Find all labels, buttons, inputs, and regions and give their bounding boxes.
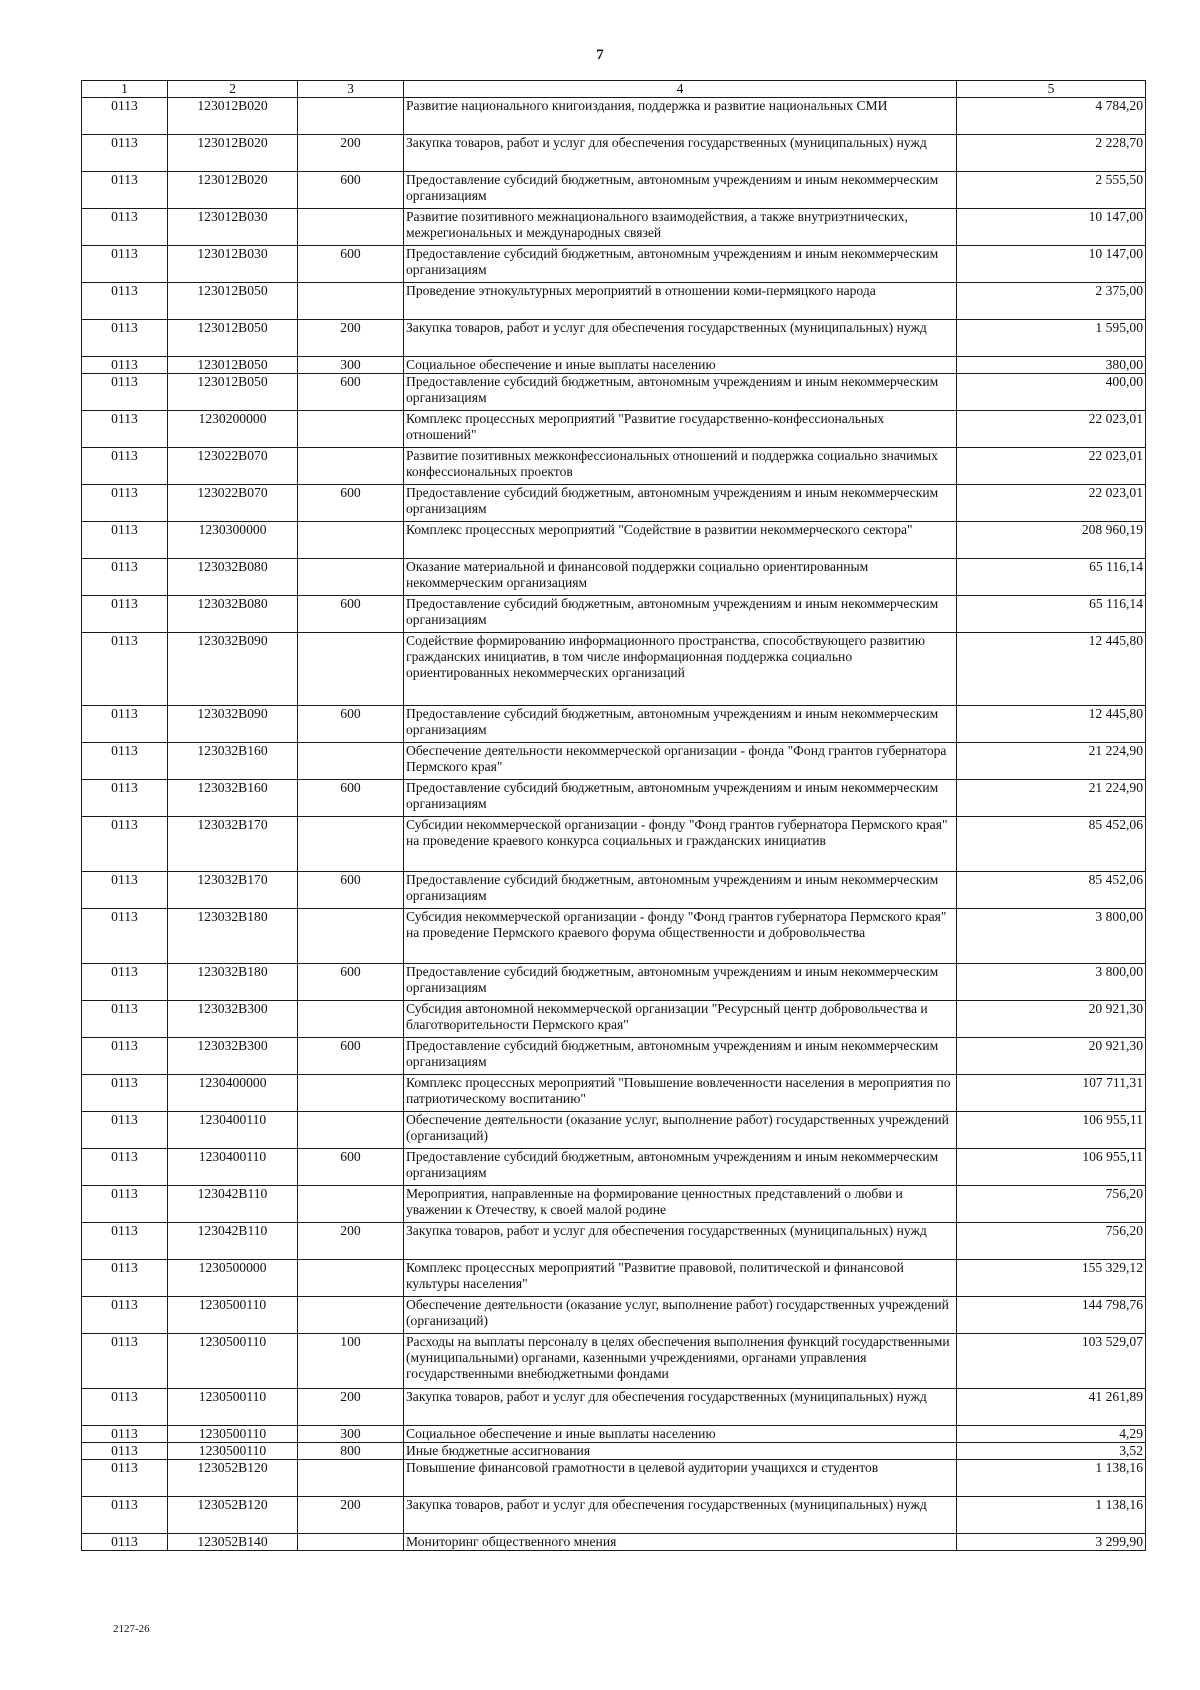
amount-cell: 22 023,01 bbox=[957, 448, 1146, 485]
target-article-cell: 1230500110 bbox=[168, 1443, 298, 1460]
description-cell: Субсидии некоммерческой организации - фонду "Фонд грантов губернатора Пермского края" на проведение краевого конкурса социальных и гражданских инициатив bbox=[404, 817, 957, 872]
amount-cell: 65 116,14 bbox=[957, 559, 1146, 596]
table-row bbox=[82, 209, 1146, 246]
amount-cell: 3 800,00 bbox=[957, 909, 1146, 964]
amount-cell: 103 529,07 bbox=[957, 1334, 1146, 1389]
amount-cell: 22 023,01 bbox=[957, 411, 1146, 448]
description-cell: Оказание материальной и финансовой поддержки социально ориентированным некоммерческим организациям bbox=[404, 559, 957, 596]
expense-type-cell: 200 bbox=[298, 320, 404, 357]
description-cell: Расходы на выплаты персоналу в целях обеспечения выполнения функций государственными (муниципальными) органами, казенными учреждениями, органами управления государственными внебюджетными фондами bbox=[404, 1334, 957, 1389]
table-row bbox=[82, 522, 1146, 559]
target-article-cell: 1230400000 bbox=[168, 1075, 298, 1112]
target-article-cell: 123012В050 bbox=[168, 374, 298, 411]
description-cell: Закупка товаров, работ и услуг для обеспечения государственных (муниципальных) нужд bbox=[404, 135, 957, 172]
amount-cell: 756,20 bbox=[957, 1223, 1146, 1260]
amount-cell: 106 955,11 bbox=[957, 1149, 1146, 1186]
description-cell: Предоставление субсидий бюджетным, автономным учреждениям и иным некоммерческим организациям bbox=[404, 374, 957, 411]
table-row bbox=[82, 1038, 1146, 1075]
target-article-cell: 1230500110 bbox=[168, 1389, 298, 1426]
description-cell: Предоставление субсидий бюджетным, автономным учреждениям и иным некоммерческим организациям bbox=[404, 706, 957, 743]
expense-type-cell bbox=[298, 743, 404, 780]
expense-type-cell bbox=[298, 559, 404, 596]
amount-cell: 1 138,16 bbox=[957, 1497, 1146, 1534]
description-cell: Мероприятия, направленные на формирование ценностных представлений о любви и уважении к Отечеству, к своей малой родине bbox=[404, 1186, 957, 1223]
description-cell: Предоставление субсидий бюджетным, автономным учреждениям и иным некоммерческим организациям bbox=[404, 964, 957, 1001]
table-row bbox=[82, 964, 1146, 1001]
amount-cell: 12 445,80 bbox=[957, 633, 1146, 706]
amount-cell: 3 800,00 bbox=[957, 964, 1146, 1001]
section-code-cell: 0113 bbox=[82, 1149, 168, 1186]
target-article-cell: 123032В090 bbox=[168, 706, 298, 743]
section-code-cell: 0113 bbox=[82, 374, 168, 411]
description-cell: Социальное обеспечение и иные выплаты населению bbox=[404, 357, 957, 374]
footer-document-code: 2127-26 bbox=[113, 1623, 150, 1635]
target-article-cell: 123012В030 bbox=[168, 209, 298, 246]
table-row bbox=[82, 596, 1146, 633]
section-code-cell: 0113 bbox=[82, 817, 168, 872]
header-col-5: 5 bbox=[957, 81, 1146, 98]
target-article-cell: 123032В300 bbox=[168, 1001, 298, 1038]
amount-cell: 85 452,06 bbox=[957, 872, 1146, 909]
description-cell: Субсидия автономной некоммерческой организации "Ресурсный центр добровольчества и благотворительности Пермского края" bbox=[404, 1001, 957, 1038]
section-code-cell: 0113 bbox=[82, 1075, 168, 1112]
amount-cell: 2 555,50 bbox=[957, 172, 1146, 209]
amount-cell: 3,52 bbox=[957, 1443, 1146, 1460]
header-col-1: 1 bbox=[82, 81, 168, 98]
section-code-cell: 0113 bbox=[82, 1460, 168, 1497]
amount-cell: 106 955,11 bbox=[957, 1112, 1146, 1149]
table-row bbox=[82, 1112, 1146, 1149]
table-row bbox=[82, 411, 1146, 448]
expense-type-cell: 600 bbox=[298, 172, 404, 209]
section-code-cell: 0113 bbox=[82, 1534, 168, 1551]
description-cell: Обеспечение деятельности некоммерческой организации - фонда "Фонд грантов губернатора Пермского края" bbox=[404, 743, 957, 780]
expense-type-cell bbox=[298, 909, 404, 964]
expense-type-cell bbox=[298, 633, 404, 706]
expense-type-cell bbox=[298, 1112, 404, 1149]
table-row bbox=[82, 1297, 1146, 1334]
amount-cell: 144 798,76 bbox=[957, 1297, 1146, 1334]
description-cell: Проведение этнокультурных мероприятий в отношении коми-пермяцкого народа bbox=[404, 283, 957, 320]
target-article-cell: 123022В070 bbox=[168, 485, 298, 522]
section-code-cell: 0113 bbox=[82, 706, 168, 743]
amount-cell: 400,00 bbox=[957, 374, 1146, 411]
amount-cell: 21 224,90 bbox=[957, 743, 1146, 780]
amount-cell: 3 299,90 bbox=[957, 1534, 1146, 1551]
description-cell: Закупка товаров, работ и услуг для обеспечения государственных (муниципальных) нужд bbox=[404, 1389, 957, 1426]
target-article-cell: 1230500110 bbox=[168, 1334, 298, 1389]
table-row bbox=[82, 320, 1146, 357]
section-code-cell: 0113 bbox=[82, 283, 168, 320]
expense-type-cell: 800 bbox=[298, 1443, 404, 1460]
description-cell: Содействие формированию информационного пространства, способствующего развитию гражданских инициатив, в том числе информационная поддержка социально ориентированных некоммерческих организаций bbox=[404, 633, 957, 706]
expense-type-cell: 600 bbox=[298, 246, 404, 283]
expense-type-cell bbox=[298, 522, 404, 559]
target-article-cell: 123052В120 bbox=[168, 1497, 298, 1534]
expense-type-cell: 600 bbox=[298, 1038, 404, 1075]
target-article-cell: 123032В170 bbox=[168, 872, 298, 909]
description-cell: Предоставление субсидий бюджетным, автономным учреждениям и иным некоммерческим организациям bbox=[404, 1038, 957, 1075]
table-row bbox=[82, 246, 1146, 283]
amount-cell: 208 960,19 bbox=[957, 522, 1146, 559]
target-article-cell: 123012В020 bbox=[168, 98, 298, 135]
target-article-cell: 1230400110 bbox=[168, 1112, 298, 1149]
section-code-cell: 0113 bbox=[82, 1443, 168, 1460]
target-article-cell: 1230400110 bbox=[168, 1149, 298, 1186]
expense-type-cell bbox=[298, 411, 404, 448]
table-row bbox=[82, 743, 1146, 780]
expense-type-cell: 600 bbox=[298, 964, 404, 1001]
target-article-cell: 1230200000 bbox=[168, 411, 298, 448]
section-code-cell: 0113 bbox=[82, 98, 168, 135]
amount-cell: 10 147,00 bbox=[957, 209, 1146, 246]
expense-type-cell: 200 bbox=[298, 1223, 404, 1260]
target-article-cell: 123012В050 bbox=[168, 283, 298, 320]
section-code-cell: 0113 bbox=[82, 172, 168, 209]
target-article-cell: 123052В140 bbox=[168, 1534, 298, 1551]
target-article-cell: 123012В030 bbox=[168, 246, 298, 283]
section-code-cell: 0113 bbox=[82, 1497, 168, 1534]
table-row bbox=[82, 485, 1146, 522]
expense-type-cell bbox=[298, 448, 404, 485]
expense-type-cell: 600 bbox=[298, 1149, 404, 1186]
target-article-cell: 123022В070 bbox=[168, 448, 298, 485]
section-code-cell: 0113 bbox=[82, 1297, 168, 1334]
table-header-row bbox=[82, 81, 1146, 98]
header-col-2: 2 bbox=[168, 81, 298, 98]
section-code-cell: 0113 bbox=[82, 596, 168, 633]
section-code-cell: 0113 bbox=[82, 246, 168, 283]
expense-type-cell: 300 bbox=[298, 357, 404, 374]
table-row bbox=[82, 1460, 1146, 1497]
amount-cell: 21 224,90 bbox=[957, 780, 1146, 817]
expense-type-cell: 200 bbox=[298, 135, 404, 172]
expense-type-cell: 200 bbox=[298, 1497, 404, 1534]
expense-type-cell bbox=[298, 817, 404, 872]
target-article-cell: 1230500110 bbox=[168, 1297, 298, 1334]
description-cell: Обеспечение деятельности (оказание услуг, выполнение работ) государственных учреждений (организаций) bbox=[404, 1112, 957, 1149]
target-article-cell: 123012В020 bbox=[168, 172, 298, 209]
section-code-cell: 0113 bbox=[82, 872, 168, 909]
section-code-cell: 0113 bbox=[82, 448, 168, 485]
table-row bbox=[82, 98, 1146, 135]
table-row bbox=[82, 1426, 1146, 1443]
table-row bbox=[82, 172, 1146, 209]
expense-type-cell bbox=[298, 98, 404, 135]
table-row bbox=[82, 135, 1146, 172]
section-code-cell: 0113 bbox=[82, 209, 168, 246]
section-code-cell: 0113 bbox=[82, 1389, 168, 1426]
section-code-cell: 0113 bbox=[82, 559, 168, 596]
target-article-cell: 123032В090 bbox=[168, 633, 298, 706]
description-cell: Развитие позитивных межконфессиональных отношений и поддержка социально значимых конфессиональных проектов bbox=[404, 448, 957, 485]
section-code-cell: 0113 bbox=[82, 1223, 168, 1260]
table-row bbox=[82, 1223, 1146, 1260]
expense-type-cell bbox=[298, 1075, 404, 1112]
table-row bbox=[82, 1497, 1146, 1534]
amount-cell: 85 452,06 bbox=[957, 817, 1146, 872]
amount-cell: 20 921,30 bbox=[957, 1001, 1146, 1038]
section-code-cell: 0113 bbox=[82, 357, 168, 374]
expense-type-cell: 100 bbox=[298, 1334, 404, 1389]
amount-cell: 22 023,01 bbox=[957, 485, 1146, 522]
description-cell: Субсидия некоммерческой организации - фонду "Фонд грантов губернатора Пермского края" на проведение Пермского краевого форума общественности и добровольчества bbox=[404, 909, 957, 964]
section-code-cell: 0113 bbox=[82, 1260, 168, 1297]
table-row bbox=[82, 448, 1146, 485]
target-article-cell: 123032В180 bbox=[168, 909, 298, 964]
description-cell: Предоставление субсидий бюджетным, автономным учреждениям и иным некоммерческим организациям bbox=[404, 246, 957, 283]
amount-cell: 65 116,14 bbox=[957, 596, 1146, 633]
description-cell: Комплекс процессных мероприятий "Развитие правовой, политической и финансовой культуры населения" bbox=[404, 1260, 957, 1297]
description-cell: Иные бюджетные ассигнования bbox=[404, 1443, 957, 1460]
expense-type-cell bbox=[298, 1001, 404, 1038]
expense-type-cell bbox=[298, 1260, 404, 1297]
table-row bbox=[82, 357, 1146, 374]
expense-type-cell: 600 bbox=[298, 872, 404, 909]
target-article-cell: 123012В050 bbox=[168, 357, 298, 374]
amount-cell: 380,00 bbox=[957, 357, 1146, 374]
amount-cell: 41 261,89 bbox=[957, 1389, 1146, 1426]
section-code-cell: 0113 bbox=[82, 633, 168, 706]
section-code-cell: 0113 bbox=[82, 485, 168, 522]
expense-type-cell bbox=[298, 1186, 404, 1223]
header-col-3: 3 bbox=[298, 81, 404, 98]
page-number: 7 bbox=[596, 47, 604, 63]
section-code-cell: 0113 bbox=[82, 1186, 168, 1223]
expense-type-cell: 600 bbox=[298, 706, 404, 743]
amount-cell: 2 375,00 bbox=[957, 283, 1146, 320]
target-article-cell: 123042В110 bbox=[168, 1223, 298, 1260]
description-cell: Предоставление субсидий бюджетным, автономным учреждениям и иным некоммерческим организациям bbox=[404, 172, 957, 209]
expense-type-cell bbox=[298, 283, 404, 320]
description-cell: Повышение финансовой грамотности в целевой аудитории учащихся и студентов bbox=[404, 1460, 957, 1497]
budget-table bbox=[81, 80, 1146, 1551]
description-cell: Предоставление субсидий бюджетным, автономным учреждениям и иным некоммерческим организациям bbox=[404, 485, 957, 522]
description-cell: Развитие позитивного межнационального взаимодействия, а также внутриэтнических, межрегиональных и международных связей bbox=[404, 209, 957, 246]
table-row bbox=[82, 1534, 1146, 1551]
amount-cell: 4 784,20 bbox=[957, 98, 1146, 135]
section-code-cell: 0113 bbox=[82, 909, 168, 964]
description-cell: Предоставление субсидий бюджетным, автономным учреждениям и иным некоммерческим организациям bbox=[404, 872, 957, 909]
expense-type-cell bbox=[298, 1460, 404, 1497]
section-code-cell: 0113 bbox=[82, 411, 168, 448]
table-row bbox=[82, 374, 1146, 411]
description-cell: Мониторинг общественного мнения bbox=[404, 1534, 957, 1551]
expense-type-cell: 600 bbox=[298, 596, 404, 633]
section-code-cell: 0113 bbox=[82, 320, 168, 357]
target-article-cell: 123042В110 bbox=[168, 1186, 298, 1223]
amount-cell: 1 595,00 bbox=[957, 320, 1146, 357]
amount-cell: 756,20 bbox=[957, 1186, 1146, 1223]
description-cell: Социальное обеспечение и иные выплаты населению bbox=[404, 1426, 957, 1443]
section-code-cell: 0113 bbox=[82, 1426, 168, 1443]
expense-type-cell: 200 bbox=[298, 1389, 404, 1426]
target-article-cell: 123032В080 bbox=[168, 559, 298, 596]
description-cell: Обеспечение деятельности (оказание услуг, выполнение работ) государственных учреждений (организаций) bbox=[404, 1297, 957, 1334]
description-cell: Комплекс процессных мероприятий "Повышение вовлеченности населения в мероприятия по патриотическому воспитанию" bbox=[404, 1075, 957, 1112]
target-article-cell: 1230500110 bbox=[168, 1426, 298, 1443]
expense-type-cell: 600 bbox=[298, 485, 404, 522]
section-code-cell: 0113 bbox=[82, 1038, 168, 1075]
description-cell: Предоставление субсидий бюджетным, автономным учреждениям и иным некоммерческим организациям bbox=[404, 1149, 957, 1186]
table-row bbox=[82, 1389, 1146, 1426]
table-row bbox=[82, 1443, 1146, 1460]
amount-cell: 12 445,80 bbox=[957, 706, 1146, 743]
header-col-4: 4 bbox=[404, 81, 957, 98]
description-cell: Закупка товаров, работ и услуг для обеспечения государственных (муниципальных) нужд bbox=[404, 1497, 957, 1534]
table-row bbox=[82, 1186, 1146, 1223]
table-row bbox=[82, 283, 1146, 320]
table-body bbox=[82, 98, 1146, 1551]
expense-type-cell: 300 bbox=[298, 1426, 404, 1443]
expense-type-cell bbox=[298, 209, 404, 246]
target-article-cell: 1230300000 bbox=[168, 522, 298, 559]
table-row bbox=[82, 817, 1146, 872]
table-row bbox=[82, 1149, 1146, 1186]
expense-type-cell bbox=[298, 1297, 404, 1334]
description-cell: Развитие национального книгоиздания, поддержка и развитие национальных СМИ bbox=[404, 98, 957, 135]
expense-type-cell bbox=[298, 1534, 404, 1551]
amount-cell: 4,29 bbox=[957, 1426, 1146, 1443]
target-article-cell: 123032В170 bbox=[168, 817, 298, 872]
amount-cell: 1 138,16 bbox=[957, 1460, 1146, 1497]
target-article-cell: 123032В080 bbox=[168, 596, 298, 633]
target-article-cell: 123032В180 bbox=[168, 964, 298, 1001]
table-row bbox=[82, 1075, 1146, 1112]
target-article-cell: 123012В020 bbox=[168, 135, 298, 172]
section-code-cell: 0113 bbox=[82, 522, 168, 559]
section-code-cell: 0113 bbox=[82, 743, 168, 780]
table-row bbox=[82, 780, 1146, 817]
target-article-cell: 1230500000 bbox=[168, 1260, 298, 1297]
section-code-cell: 0113 bbox=[82, 964, 168, 1001]
target-article-cell: 123052В120 bbox=[168, 1460, 298, 1497]
target-article-cell: 123032В160 bbox=[168, 780, 298, 817]
section-code-cell: 0113 bbox=[82, 1112, 168, 1149]
target-article-cell: 123012В050 bbox=[168, 320, 298, 357]
description-cell: Комплекс процессных мероприятий "Содействие в развитии некоммерческого сектора" bbox=[404, 522, 957, 559]
table-row bbox=[82, 909, 1146, 964]
description-cell: Комплекс процессных мероприятий "Развитие государственно-конфессиональных отношений" bbox=[404, 411, 957, 448]
target-article-cell: 123032В160 bbox=[168, 743, 298, 780]
table-row bbox=[82, 1001, 1146, 1038]
expense-type-cell: 600 bbox=[298, 780, 404, 817]
section-code-cell: 0113 bbox=[82, 780, 168, 817]
description-cell: Закупка товаров, работ и услуг для обеспечения государственных (муниципальных) нужд bbox=[404, 1223, 957, 1260]
table-row bbox=[82, 1260, 1146, 1297]
amount-cell: 155 329,12 bbox=[957, 1260, 1146, 1297]
amount-cell: 2 228,70 bbox=[957, 135, 1146, 172]
table-row bbox=[82, 1334, 1146, 1389]
table-row bbox=[82, 633, 1146, 706]
amount-cell: 10 147,00 bbox=[957, 246, 1146, 283]
description-cell: Предоставление субсидий бюджетным, автономным учреждениям и иным некоммерческим организациям bbox=[404, 596, 957, 633]
target-article-cell: 123032В300 bbox=[168, 1038, 298, 1075]
section-code-cell: 0113 bbox=[82, 1334, 168, 1389]
section-code-cell: 0113 bbox=[82, 135, 168, 172]
description-cell: Предоставление субсидий бюджетным, автономным учреждениям и иным некоммерческим организациям bbox=[404, 780, 957, 817]
description-cell: Закупка товаров, работ и услуг для обеспечения государственных (муниципальных) нужд bbox=[404, 320, 957, 357]
section-code-cell: 0113 bbox=[82, 1001, 168, 1038]
table-row bbox=[82, 559, 1146, 596]
table-row bbox=[82, 706, 1146, 743]
table-row bbox=[82, 872, 1146, 909]
amount-cell: 20 921,30 bbox=[957, 1038, 1146, 1075]
amount-cell: 107 711,31 bbox=[957, 1075, 1146, 1112]
expense-type-cell: 600 bbox=[298, 374, 404, 411]
